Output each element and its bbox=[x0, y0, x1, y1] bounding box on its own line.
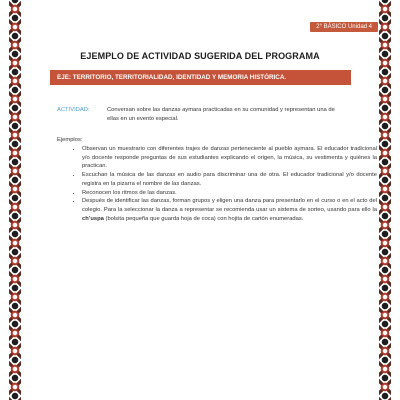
activity-label: ACTIVIDAD: bbox=[57, 107, 90, 113]
list-item-text: (bolsita pequeña que guarda hoja de coca) con hojita de cartón enumeradas. bbox=[103, 215, 304, 222]
list-item: • Observan un muestrario con diferentes trajes de danzas perteneciente al pueblo aymara. El educador tradicional y/o docente responde preguntas de sus estudiantes explicando el origen, la música, su vestimenta y quiénes la practican. bbox=[82, 145, 377, 171]
page-title: EJEMPLO DE ACTIVIDAD SUGERIDA DEL PROGRAMA bbox=[80, 51, 320, 61]
list-item-text: Después de identificar las danzas, forman grupos y eligen una danza para presentarlo en el curso o en el acto del colegio. Para la seleccionar la danza a representar se recomienda usar un sistema de sorteo, usando para ello la bbox=[82, 198, 377, 213]
list-item: • Escuchan la música de las danzas en audio para discriminar una de otra. El educador tradicional y/o docente registra en la pizarra el nombre de las danzas. bbox=[82, 171, 377, 188]
list-item bbox=[82, 197, 377, 223]
examples-title: Ejemplos: bbox=[57, 137, 83, 143]
chuspa-term: ch’uspa bbox=[82, 215, 104, 222]
axis-banner: EJE: TERRITORIO, TERRITORIALIDAD, IDENTIDAD Y MEMORIA HISTÓRICA. bbox=[50, 70, 351, 85]
examples-list bbox=[57, 145, 377, 223]
list-item: • Reconocen los ritmos de las danzas. bbox=[82, 189, 377, 198]
activity-text: Conversan sobre las danzas aymara practicadas en su comunidad y representan una de ellas en un evento especial. bbox=[107, 107, 335, 122]
activity-block bbox=[57, 106, 347, 124]
unit-badge: 2° BÁSICO Unidad 4 bbox=[310, 22, 378, 32]
